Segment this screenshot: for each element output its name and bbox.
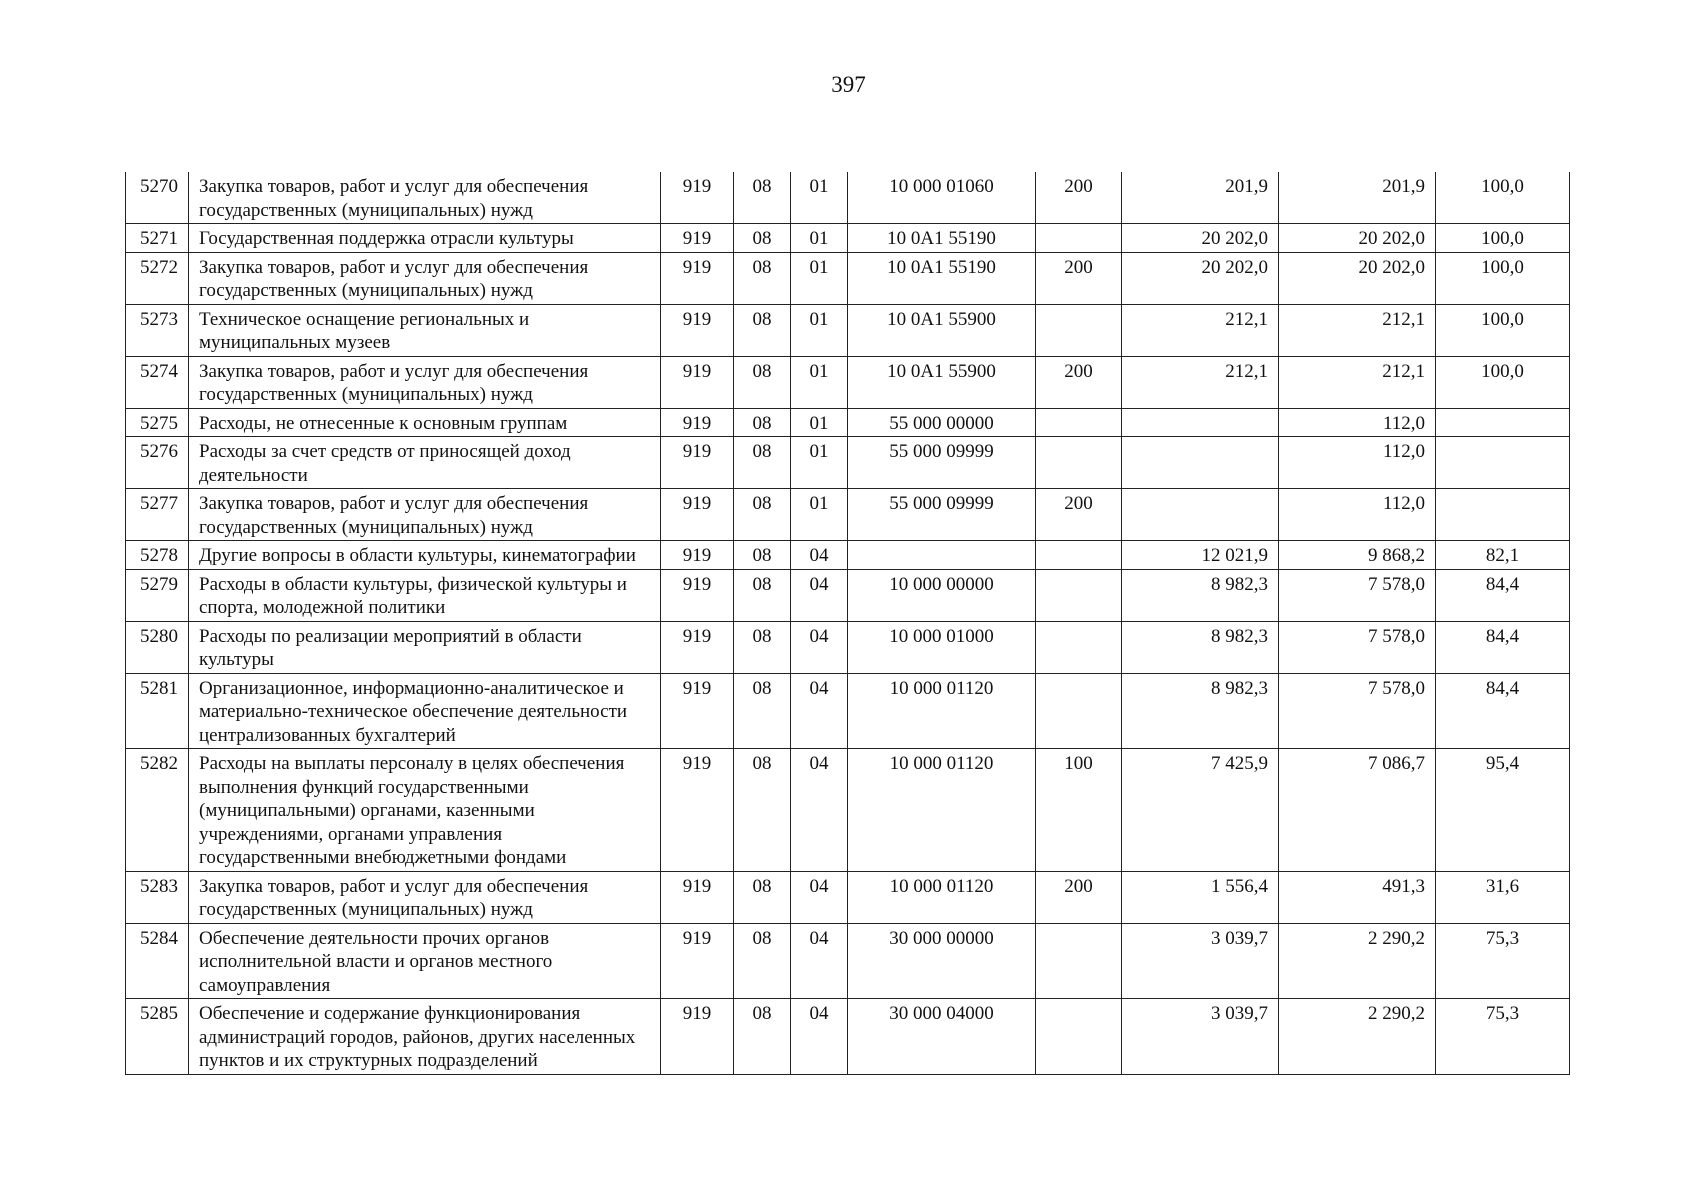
table-row xyxy=(126,673,1570,749)
cell-target-article: 10 0A1 55900 xyxy=(848,304,1036,356)
cell-section-code: 08 xyxy=(734,673,791,749)
cell-target-article: 10 000 01120 xyxy=(848,749,1036,872)
cell-name: Закупка товаров, работ и услуг для обеспечения государственных (муниципальных) нужд xyxy=(189,252,661,304)
cell-target-article: 10 000 01120 xyxy=(848,673,1036,749)
cell-subsection-code: 04 xyxy=(791,569,848,621)
cell-expense-type: 200 xyxy=(1036,252,1122,304)
cell-actual-amount: 491,3 xyxy=(1279,871,1436,923)
cell-planned-amount: 201,9 xyxy=(1122,172,1279,224)
cell-department-code: 919 xyxy=(661,408,734,437)
cell-expense-type: 200 xyxy=(1036,489,1122,541)
cell-name: Расходы, не отнесенные к основным группам xyxy=(189,408,661,437)
cell-subsection-code: 04 xyxy=(791,541,848,570)
cell-section-code: 08 xyxy=(734,437,791,489)
cell-name: Закупка товаров, работ и услуг для обеспечения государственных (муниципальных) нужд xyxy=(189,871,661,923)
cell-target-article: 10 000 00000 xyxy=(848,569,1036,621)
table-row xyxy=(126,172,1570,224)
cell-actual-amount: 7 578,0 xyxy=(1279,621,1436,673)
cell-subsection-code: 04 xyxy=(791,871,848,923)
cell-name: Расходы в области культуры, физической культуры и спорта, молодежной политики xyxy=(189,569,661,621)
cell-target-article: 10 000 01060 xyxy=(848,172,1036,224)
cell-row-number: 5273 xyxy=(126,304,189,356)
cell-section-code: 08 xyxy=(734,569,791,621)
cell-expense-type xyxy=(1036,999,1122,1075)
cell-planned-amount: 212,1 xyxy=(1122,304,1279,356)
cell-target-article: 10 0A1 55190 xyxy=(848,252,1036,304)
cell-actual-amount: 7 086,7 xyxy=(1279,749,1436,872)
cell-name: Закупка товаров, работ и услуг для обеспечения государственных (муниципальных) нужд xyxy=(189,356,661,408)
cell-department-code: 919 xyxy=(661,489,734,541)
cell-row-number: 5275 xyxy=(126,408,189,437)
cell-expense-type xyxy=(1036,408,1122,437)
cell-percent: 100,0 xyxy=(1436,356,1570,408)
cell-subsection-code: 04 xyxy=(791,749,848,872)
cell-expense-type: 100 xyxy=(1036,749,1122,872)
cell-subsection-code: 01 xyxy=(791,408,848,437)
cell-row-number: 5276 xyxy=(126,437,189,489)
cell-expense-type xyxy=(1036,437,1122,489)
cell-planned-amount: 8 982,3 xyxy=(1122,569,1279,621)
table-row xyxy=(126,569,1570,621)
cell-subsection-code: 01 xyxy=(791,356,848,408)
cell-row-number: 5283 xyxy=(126,871,189,923)
cell-percent: 75,3 xyxy=(1436,999,1570,1075)
cell-planned-amount: 8 982,3 xyxy=(1122,673,1279,749)
cell-expense-type: 200 xyxy=(1036,172,1122,224)
cell-actual-amount: 2 290,2 xyxy=(1279,999,1436,1075)
cell-name: Обеспечение и содержание функционирования администраций городов, районов, других населенных пунктов и их структурных подразделений xyxy=(189,999,661,1075)
cell-name: Закупка товаров, работ и услуг для обеспечения государственных (муниципальных) нужд xyxy=(189,172,661,224)
cell-name: Закупка товаров, работ и услуг для обеспечения государственных (муниципальных) нужд xyxy=(189,489,661,541)
cell-section-code: 08 xyxy=(734,408,791,437)
table-row xyxy=(126,621,1570,673)
cell-subsection-code: 01 xyxy=(791,437,848,489)
cell-subsection-code: 04 xyxy=(791,621,848,673)
cell-row-number: 5274 xyxy=(126,356,189,408)
cell-name: Обеспечение деятельности прочих органов исполнительной власти и органов местного самоуправления xyxy=(189,923,661,999)
cell-subsection-code: 01 xyxy=(791,252,848,304)
cell-actual-amount: 9 868,2 xyxy=(1279,541,1436,570)
cell-target-article: 10 0A1 55900 xyxy=(848,356,1036,408)
cell-row-number: 5278 xyxy=(126,541,189,570)
cell-department-code: 919 xyxy=(661,923,734,999)
cell-percent: 95,4 xyxy=(1436,749,1570,872)
table-row xyxy=(126,408,1570,437)
cell-row-number: 5281 xyxy=(126,673,189,749)
cell-percent xyxy=(1436,408,1570,437)
cell-percent: 82,1 xyxy=(1436,541,1570,570)
cell-planned-amount xyxy=(1122,489,1279,541)
cell-department-code: 919 xyxy=(661,569,734,621)
cell-expense-type xyxy=(1036,541,1122,570)
cell-name: Техническое оснащение региональных и муниципальных музеев xyxy=(189,304,661,356)
cell-section-code: 08 xyxy=(734,224,791,253)
cell-percent: 100,0 xyxy=(1436,172,1570,224)
table-row xyxy=(126,489,1570,541)
cell-expense-type xyxy=(1036,224,1122,253)
cell-subsection-code: 01 xyxy=(791,489,848,541)
table-row xyxy=(126,224,1570,253)
cell-expense-type xyxy=(1036,923,1122,999)
cell-actual-amount: 2 290,2 xyxy=(1279,923,1436,999)
table-row xyxy=(126,252,1570,304)
cell-actual-amount: 112,0 xyxy=(1279,489,1436,541)
cell-actual-amount: 212,1 xyxy=(1279,356,1436,408)
cell-section-code: 08 xyxy=(734,923,791,999)
cell-percent: 84,4 xyxy=(1436,621,1570,673)
cell-section-code: 08 xyxy=(734,871,791,923)
cell-target-article: 30 000 00000 xyxy=(848,923,1036,999)
table-row xyxy=(126,304,1570,356)
cell-percent: 84,4 xyxy=(1436,673,1570,749)
cell-name: Расходы на выплаты персоналу в целях обеспечения выполнения функций государственными (муниципальными) органами, казенными учреждениями, органами управления государственными внебюджетными фондами xyxy=(189,749,661,872)
cell-department-code: 919 xyxy=(661,749,734,872)
cell-target-article: 10 000 01120 xyxy=(848,871,1036,923)
cell-actual-amount: 112,0 xyxy=(1279,437,1436,489)
cell-row-number: 5270 xyxy=(126,172,189,224)
cell-department-code: 919 xyxy=(661,356,734,408)
cell-section-code: 08 xyxy=(734,489,791,541)
cell-section-code: 08 xyxy=(734,541,791,570)
cell-subsection-code: 04 xyxy=(791,923,848,999)
cell-actual-amount: 20 202,0 xyxy=(1279,252,1436,304)
cell-name: Организационное, информационно-аналитическое и материально-техническое обеспечение деятельности централизованных бухгалтерий xyxy=(189,673,661,749)
cell-actual-amount: 20 202,0 xyxy=(1279,224,1436,253)
cell-department-code: 919 xyxy=(661,673,734,749)
cell-percent: 84,4 xyxy=(1436,569,1570,621)
cell-subsection-code: 04 xyxy=(791,999,848,1075)
cell-section-code: 08 xyxy=(734,749,791,872)
cell-planned-amount xyxy=(1122,437,1279,489)
cell-target-article: 55 000 09999 xyxy=(848,489,1036,541)
cell-department-code: 919 xyxy=(661,172,734,224)
cell-name: Расходы за счет средств от приносящей доход деятельности xyxy=(189,437,661,489)
cell-planned-amount: 12 021,9 xyxy=(1122,541,1279,570)
cell-percent: 75,3 xyxy=(1436,923,1570,999)
cell-actual-amount: 112,0 xyxy=(1279,408,1436,437)
cell-subsection-code: 01 xyxy=(791,224,848,253)
cell-department-code: 919 xyxy=(661,541,734,570)
cell-section-code: 08 xyxy=(734,172,791,224)
cell-expense-type xyxy=(1036,621,1122,673)
cell-percent xyxy=(1436,489,1570,541)
cell-row-number: 5282 xyxy=(126,749,189,872)
cell-planned-amount: 8 982,3 xyxy=(1122,621,1279,673)
cell-row-number: 5271 xyxy=(126,224,189,253)
cell-planned-amount: 3 039,7 xyxy=(1122,923,1279,999)
cell-planned-amount: 20 202,0 xyxy=(1122,224,1279,253)
cell-department-code: 919 xyxy=(661,252,734,304)
cell-target-article: 30 000 04000 xyxy=(848,999,1036,1075)
cell-actual-amount: 7 578,0 xyxy=(1279,673,1436,749)
cell-subsection-code: 04 xyxy=(791,673,848,749)
cell-subsection-code: 01 xyxy=(791,304,848,356)
cell-subsection-code: 01 xyxy=(791,172,848,224)
cell-planned-amount: 1 556,4 xyxy=(1122,871,1279,923)
cell-percent: 100,0 xyxy=(1436,252,1570,304)
cell-row-number: 5284 xyxy=(126,923,189,999)
cell-planned-amount: 3 039,7 xyxy=(1122,999,1279,1075)
table-row xyxy=(126,999,1570,1075)
cell-expense-type: 200 xyxy=(1036,871,1122,923)
cell-section-code: 08 xyxy=(734,621,791,673)
cell-section-code: 08 xyxy=(734,999,791,1075)
cell-expense-type xyxy=(1036,569,1122,621)
table-row xyxy=(126,356,1570,408)
cell-name: Расходы по реализации мероприятий в области культуры xyxy=(189,621,661,673)
cell-department-code: 919 xyxy=(661,437,734,489)
cell-percent: 31,6 xyxy=(1436,871,1570,923)
cell-department-code: 919 xyxy=(661,621,734,673)
cell-actual-amount: 7 578,0 xyxy=(1279,569,1436,621)
cell-name: Государственная поддержка отрасли культуры xyxy=(189,224,661,253)
table-row xyxy=(126,541,1570,570)
cell-target-article xyxy=(848,541,1036,570)
cell-target-article: 55 000 00000 xyxy=(848,408,1036,437)
cell-row-number: 5272 xyxy=(126,252,189,304)
cell-actual-amount: 201,9 xyxy=(1279,172,1436,224)
cell-percent xyxy=(1436,437,1570,489)
cell-department-code: 919 xyxy=(661,871,734,923)
cell-expense-type xyxy=(1036,304,1122,356)
cell-expense-type: 200 xyxy=(1036,356,1122,408)
table-row xyxy=(126,437,1570,489)
cell-department-code: 919 xyxy=(661,224,734,253)
cell-percent: 100,0 xyxy=(1436,304,1570,356)
cell-percent: 100,0 xyxy=(1436,224,1570,253)
cell-target-article: 55 000 09999 xyxy=(848,437,1036,489)
cell-department-code: 919 xyxy=(661,999,734,1075)
cell-row-number: 5277 xyxy=(126,489,189,541)
cell-target-article: 10 000 01000 xyxy=(848,621,1036,673)
cell-row-number: 5285 xyxy=(126,999,189,1075)
table-row xyxy=(126,871,1570,923)
cell-section-code: 08 xyxy=(734,252,791,304)
cell-expense-type xyxy=(1036,673,1122,749)
cell-name: Другие вопросы в области культуры, кинематографии xyxy=(189,541,661,570)
table-row xyxy=(126,749,1570,872)
cell-target-article: 10 0A1 55190 xyxy=(848,224,1036,253)
cell-planned-amount: 7 425,9 xyxy=(1122,749,1279,872)
cell-planned-amount: 20 202,0 xyxy=(1122,252,1279,304)
cell-section-code: 08 xyxy=(734,304,791,356)
cell-planned-amount: 212,1 xyxy=(1122,356,1279,408)
table-row xyxy=(126,923,1570,999)
cell-department-code: 919 xyxy=(661,304,734,356)
budget-table xyxy=(125,172,1570,1075)
cell-section-code: 08 xyxy=(734,356,791,408)
cell-actual-amount: 212,1 xyxy=(1279,304,1436,356)
cell-planned-amount xyxy=(1122,408,1279,437)
page-number: 397 xyxy=(831,72,866,97)
cell-row-number: 5280 xyxy=(126,621,189,673)
cell-row-number: 5279 xyxy=(126,569,189,621)
